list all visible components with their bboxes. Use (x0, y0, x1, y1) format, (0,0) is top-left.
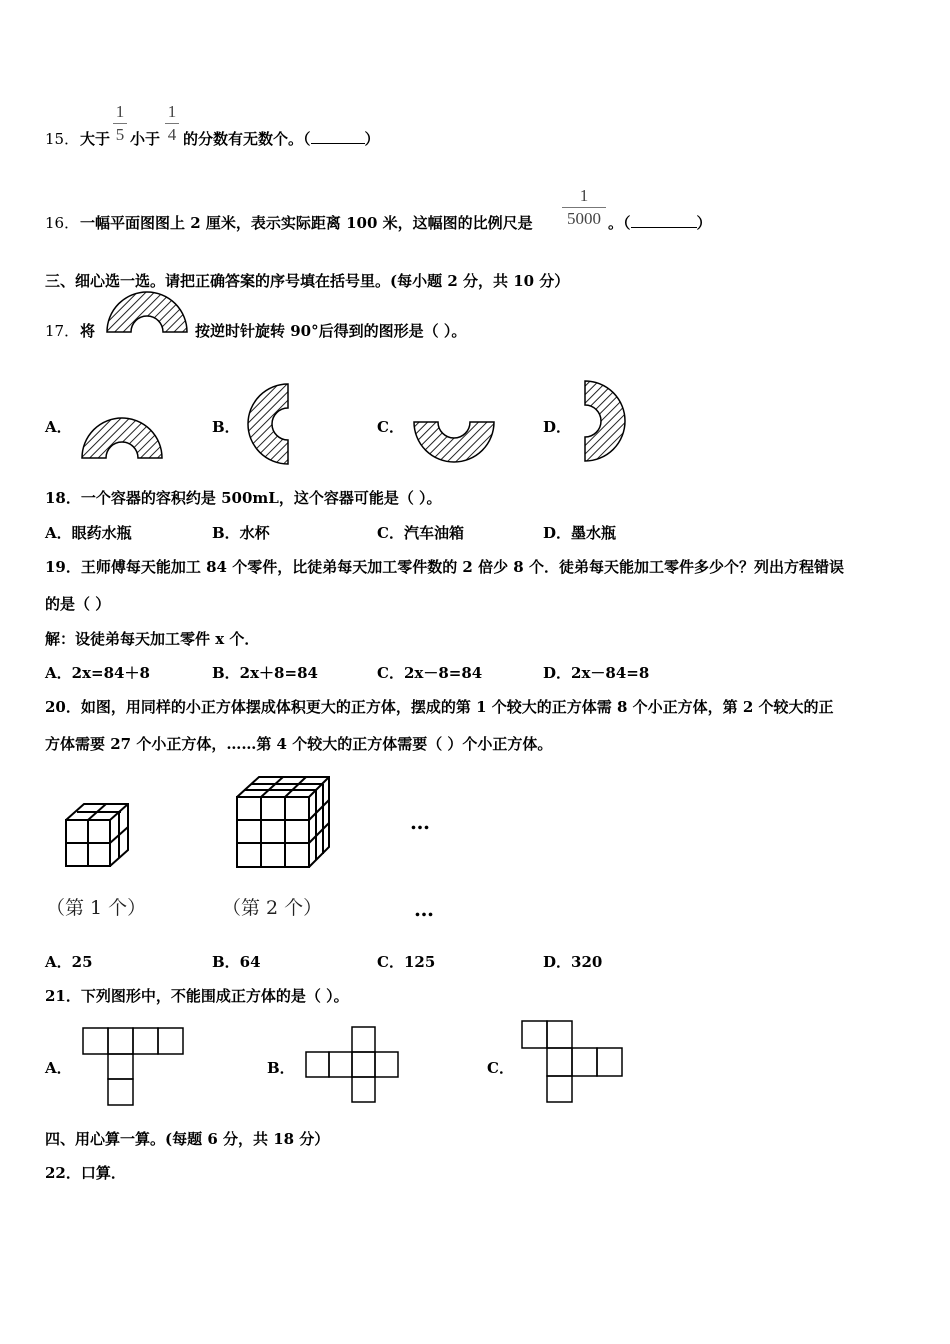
q18-option-c[interactable]: C．汽车油箱 (377, 524, 464, 542)
q21-option-b-label[interactable]: B． (267, 1059, 295, 1077)
fraction-numerator: 1 (167, 102, 177, 121)
answer-blank[interactable] (631, 215, 697, 228)
fraction-denominator: 5000 (567, 209, 601, 228)
q18-option-b[interactable]: B．水杯 (212, 524, 270, 542)
q20-option-b[interactable]: B．64 (212, 953, 261, 971)
q19-option-c[interactable]: C．2x－8=84 (377, 664, 483, 682)
q18-option-a[interactable]: A．眼药水瓶 (45, 524, 132, 542)
q20-option-c[interactable]: C．125 (377, 953, 436, 971)
q16-after-text: 。（ (608, 214, 631, 232)
q20-line-1: 20．如图，用同样的小正方体摆成体积更大的正方体，摆成的第 1 个较大的正方体需 8 个小正方体，第 2 个较大的正 (45, 698, 834, 716)
fraction-bar (165, 123, 179, 124)
q22-text: 22．口算． (45, 1164, 126, 1182)
q17-number: 17． (45, 322, 80, 340)
section-4-title: 四、用心算一算。(每题 6 分，共 18 分） (45, 1130, 330, 1148)
q15-fraction-1-4 (165, 102, 179, 145)
q16-fraction-scale (562, 186, 606, 229)
q15-close-paren: ） (364, 130, 380, 148)
fraction-bar (562, 207, 606, 208)
q19-option-d[interactable]: D．2x－84=8 (543, 664, 650, 682)
q18-option-d[interactable]: D．墨水瓶 (543, 524, 617, 542)
q21-option-c-label[interactable]: C． (487, 1059, 514, 1077)
q16-number: 16． (45, 214, 80, 232)
q17-option-d-shape[interactable] (583, 379, 627, 463)
q21-option-b-net[interactable] (305, 1026, 401, 1104)
q17-option-a-shape[interactable] (80, 416, 164, 460)
q20-line-2: 方体需要 27 个小正方体，……第 4 个较大的正方体需要（ ）个小正方体。 (45, 735, 553, 753)
section-3-title: 三、细心选一选。请把正确答案的序号填在括号里。(每小题 2 分，共 10 分） (45, 272, 570, 290)
ellipsis-top: … (410, 810, 430, 834)
q15-text-2: 小于 (130, 130, 161, 148)
cube-2x2x2-figure (64, 802, 130, 870)
q17-option-b-label[interactable]: B． (212, 418, 240, 436)
q17-option-c-shape[interactable] (412, 420, 496, 464)
q21-text: 21．下列图形中，不能围成正方体的是（ ）。 (45, 987, 349, 1005)
fraction-numerator: 1 (115, 102, 125, 121)
q20-option-d[interactable]: D．320 (543, 953, 603, 971)
answer-blank[interactable] (311, 131, 365, 144)
q17-pre: 将 (80, 322, 96, 340)
fraction-denominator: 5 (115, 125, 125, 144)
q15-statement: 的分数有无数个。（ (183, 130, 311, 148)
q17-original-arch-shape (105, 290, 189, 334)
cube-3x3x3-figure (235, 775, 331, 869)
ellipsis-bottom: … (414, 897, 434, 921)
q19-line-3: 解：设徒弟每天加工零件 x 个． (45, 630, 260, 648)
cube-figure-2-caption: （第 2 个） (222, 897, 323, 919)
q15-fraction-1-5 (113, 102, 127, 145)
q19-line-1: 19．王师傅每天能加工 84 个零件，比徒弟每天加工零件数的 2 倍少 8 个．徒弟每天能加工零件多少个？列出方程错误 (45, 558, 844, 576)
q15-number: 15． (45, 130, 80, 148)
q16-text: 一幅平面图图上 2 厘米，表示实际距离 100 米，这幅图的比例尺是 (80, 214, 533, 232)
q15-text-1: 大于 (80, 130, 111, 148)
q19-line-2: 的是（ ） (45, 595, 111, 613)
q20-option-a[interactable]: A．25 (45, 953, 93, 971)
q16-after (608, 212, 712, 233)
q15-text-3 (183, 128, 380, 149)
q16-close-paren: ） (696, 214, 712, 232)
q19-option-b[interactable]: B．2x＋8=84 (212, 664, 318, 682)
q17-option-c-label[interactable]: C． (377, 418, 404, 436)
q21-option-a-net[interactable] (82, 1027, 184, 1107)
q17-post: 按逆时针旋转 90°后得到的图形是（ ）。 (195, 322, 467, 340)
fraction-denominator: 4 (167, 125, 177, 144)
fraction-bar (113, 123, 127, 124)
q19-option-a[interactable]: A．2x=84＋8 (45, 664, 150, 682)
fraction-numerator: 1 (579, 186, 589, 205)
q21-option-c-net[interactable] (521, 1020, 625, 1104)
q17-option-d-label[interactable]: D． (543, 418, 572, 436)
q21-option-a-label[interactable]: A． (45, 1059, 72, 1077)
q17-option-a-label[interactable]: A． (45, 418, 72, 436)
q18-text: 18．一个容器的容积约是 500mL，这个容器可能是（ ）。 (45, 489, 442, 507)
cube-figure-1-caption: （第 1 个） (46, 897, 147, 919)
q17-option-b-shape[interactable] (246, 382, 290, 466)
